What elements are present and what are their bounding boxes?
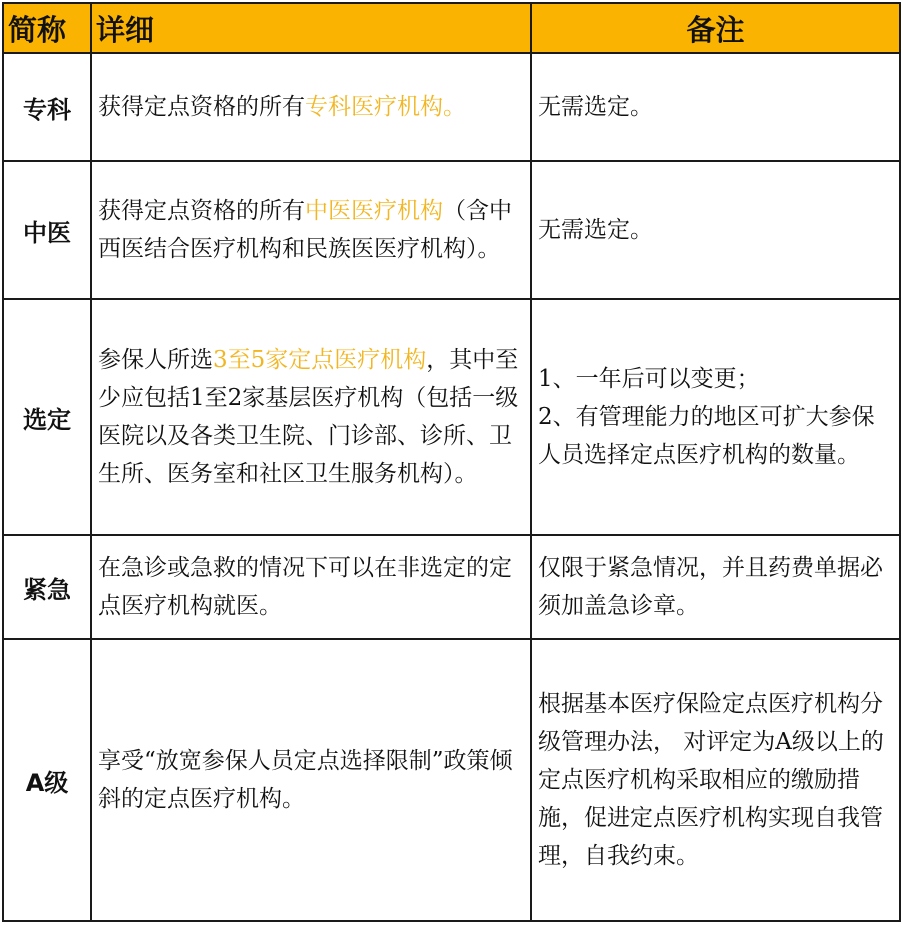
row-detail <box>91 639 531 921</box>
header-short-name: 简称 <box>3 3 91 53</box>
table-row <box>3 161 900 299</box>
table-row <box>3 299 900 535</box>
row-short-name: 中医 <box>3 161 91 299</box>
row-short-name: 选定 <box>3 299 91 535</box>
row-short-name: 专科 <box>3 53 91 161</box>
row-remark: 无需选定。 <box>531 161 900 299</box>
detail-highlight: 中医医疗机构 <box>305 198 443 224</box>
detail-text: 享受“放宽参保人员定点选择限制”政策倾斜的定点医疗机构。 <box>98 748 513 812</box>
row-detail <box>91 299 531 535</box>
header-row <box>3 3 900 53</box>
detail-text: 获得定点资格的所有 <box>98 94 305 120</box>
row-detail <box>91 161 531 299</box>
row-detail <box>91 535 531 639</box>
medical-institution-table <box>2 2 901 922</box>
detail-highlight: 3至5家定点医疗机构 <box>213 347 427 373</box>
table-row <box>3 639 900 921</box>
remark-line: 2、有管理能力的地区可扩大参保人员选择定点医疗机构的数量。 <box>538 404 875 468</box>
detail-text: 在急诊或急救的情况下可以在非选定的定点医疗机构就医。 <box>98 555 512 619</box>
detail-text: 获得定点资格的所有 <box>98 198 305 224</box>
detail-text: 参保人所选 <box>98 347 213 373</box>
table-row <box>3 535 900 639</box>
remark-line: 1、一年后可以变更； <box>538 366 760 392</box>
row-short-name: A级 <box>3 639 91 921</box>
row-remark <box>531 299 900 535</box>
detail-text: ，其中至少应包括1至2家基层医疗机构（包括一级医院以及各类卫生院、门诊部、诊所、卫生所、医务室和社区卫生服务机构）。 <box>98 347 519 487</box>
detail-highlight: 专科医疗机构。 <box>305 94 466 120</box>
row-short-name: 紧急 <box>3 535 91 639</box>
row-remark: 仅限于紧急情况，并且药费单据必须加盖急诊章。 <box>531 535 900 639</box>
header-remark: 备注 <box>531 3 900 53</box>
header-detail: 详细 <box>91 3 531 53</box>
row-remark: 根据基本医疗保险定点医疗机构分级管理办法， 对评定为A级以上的定点医疗机构采取相应的缴励措施，促进定点医疗机构实现自我管理，自我约束。 <box>531 639 900 921</box>
detail-text: （含中西医结合医疗机构和民族医医疗机构）。 <box>98 198 512 262</box>
table-row <box>3 53 900 161</box>
row-detail <box>91 53 531 161</box>
row-remark: 无需选定。 <box>531 53 900 161</box>
